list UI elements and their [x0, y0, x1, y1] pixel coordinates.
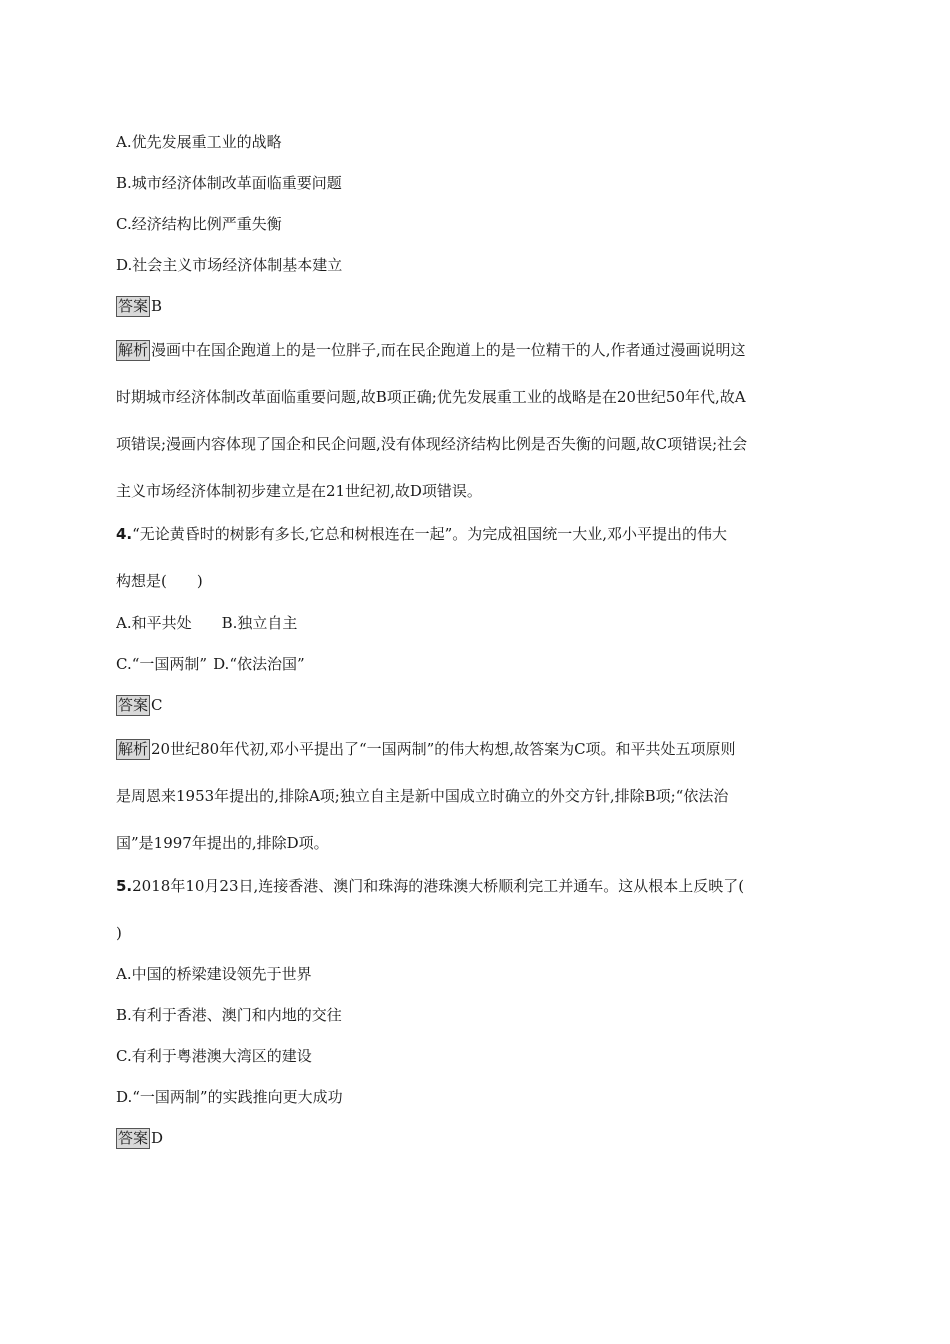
q4-analysis-line-3: 国”是1997年提出的,排除D项。 [116, 834, 329, 852]
q4-analysis-line-1 [116, 738, 836, 760]
q3-analysis-line-3: 项错误;漫画内容体现了国企和民企问题,没有体现经济结构比例是否失衡的问题,故C项错误;社会 [116, 435, 748, 453]
analysis-tag: 解析 [118, 341, 149, 359]
q4-answer [116, 694, 836, 716]
q3-option-a: A.优先发展重工业的战略 [116, 133, 282, 151]
q4-number: 4. [116, 525, 133, 543]
q3-analysis-line-4: 主义市场经济体制初步建立是在21世纪初,故D项错误。 [116, 482, 482, 500]
q4-answer-value: C [151, 696, 163, 714]
q3-answer [116, 295, 836, 317]
q4-options-row-1 [116, 612, 836, 634]
q3-analysis-line-1 [116, 339, 836, 361]
q3-answer-value: B [151, 297, 163, 315]
q5-number: 5. [116, 877, 133, 895]
q3-option-d: D.社会主义市场经济体制基本建立 [116, 256, 343, 274]
answer-tag: 答案 [118, 297, 149, 315]
q4-stem-text: “无论黄昏时的树影有多长,它总和树根连在一起”。为完成祖国统一大业,邓小平提出的伟大 [132, 525, 728, 543]
q4-option-a: A.和平共处 [116, 614, 192, 632]
q5-option-b: B.有利于香港、澳门和内地的交往 [116, 1006, 342, 1024]
q3-analysis-line-2: 时期城市经济体制改革面临重要问题,故B项正确;优先发展重工业的战略是在20世纪50年代,故A [116, 388, 746, 406]
q5-stem-line-2: ) [116, 924, 122, 942]
q5-answer-value: D [151, 1129, 164, 1147]
q5-option-c: C.有利于粤港澳大湾区的建设 [116, 1047, 312, 1065]
q4-analysis-line-2: 是周恩来1953年提出的,排除A项;独立自主是新中国成立时确立的外交方针,排除B项;“依法治 [116, 787, 729, 805]
q4-analysis-text: 20世纪80年代初,邓小平提出了“一国两制”的伟大构想,故答案为C项。和平共处五项原则 [151, 740, 736, 758]
q3-option-b: B.城市经济体制改革面临重要问题 [116, 174, 342, 192]
q4-stem-line-1 [116, 523, 836, 545]
q3-option-c: C.经济结构比例严重失衡 [116, 215, 282, 233]
q3-analysis-text: 漫画中在国企跑道上的是一位胖子,而在民企跑道上的是一位精干的人,作者通过漫画说明这 [151, 341, 746, 359]
q5-answer [116, 1127, 836, 1149]
answer-tag: 答案 [118, 1129, 149, 1147]
q5-option-d: D.“一国两制”的实践推向更大成功 [116, 1088, 343, 1106]
analysis-tag: 解析 [118, 740, 149, 758]
q5-option-a: A.中国的桥梁建设领先于世界 [116, 965, 312, 983]
q5-stem-line-1 [116, 875, 836, 897]
q4-option-c: C.“一国两制” [116, 655, 208, 673]
q4-stem-line-2: 构想是( ) [116, 572, 203, 590]
q4-option-d: D.“依法治国” [213, 655, 305, 673]
q4-options-row-2 [116, 653, 836, 675]
answer-tag: 答案 [118, 696, 149, 714]
q4-option-b: B.独立自主 [221, 614, 298, 632]
q5-stem-text: 2018年10月23日,连接香港、澳门和珠海的港珠澳大桥顺利完工并通车。这从根本上反映了( [132, 877, 745, 895]
